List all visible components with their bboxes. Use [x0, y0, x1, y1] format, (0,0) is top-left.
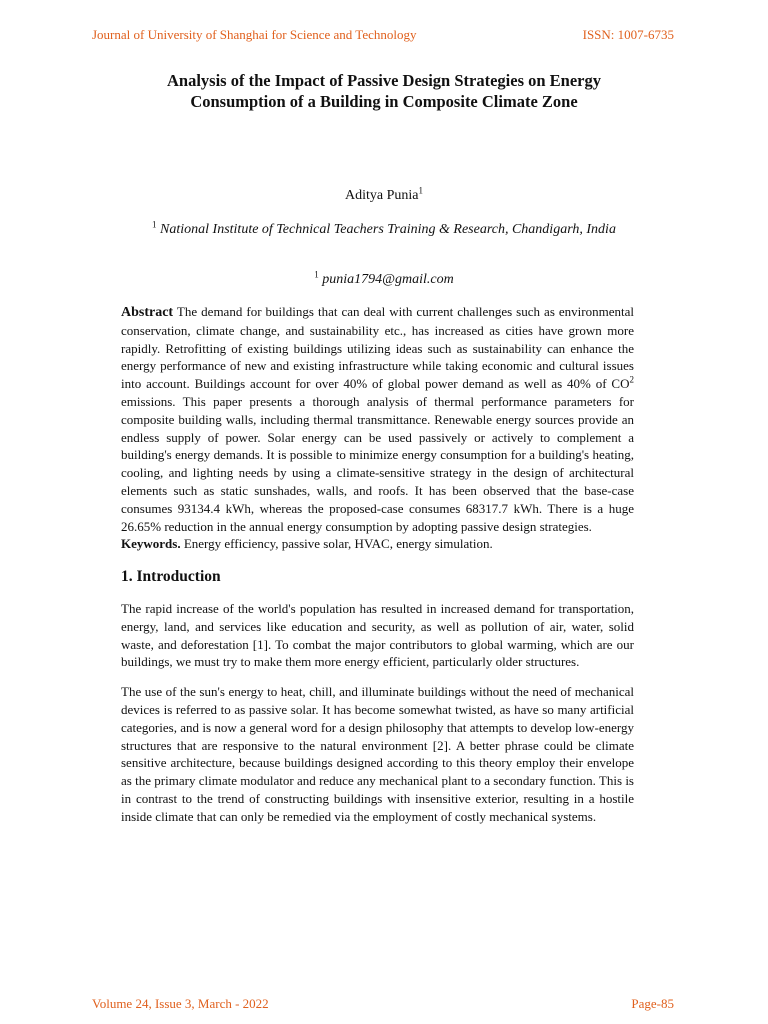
issue-info: Volume 24, Issue 3, March - 2022 — [92, 996, 269, 1011]
page-footer — [92, 996, 674, 1012]
journal-name: Journal of University of Shanghai for Science and Technology — [92, 27, 417, 42]
intro-paragraph-1: The rapid increase of the world's population has resulted in increased demand for transportation, energy, land, and services like education and security, as well as pollution of air, water, solid waste, and deforestation [1]. To combat the major contributors to global warming, which are our buildings, we must try to make them more energy efficient, particularly older structures. — [121, 600, 634, 670]
author-name: Aditya Punia — [345, 188, 419, 203]
issn: ISSN: 1007-6735 — [582, 27, 674, 42]
author-email — [0, 269, 768, 288]
title-line-2: Consumption of a Building in Composite Climate Zone — [190, 92, 578, 111]
email-mark: 1 — [314, 269, 319, 280]
page-number: Page-85 — [631, 996, 674, 1011]
affiliation — [130, 219, 638, 240]
keywords — [121, 535, 634, 553]
keywords-label: Keywords. — [121, 536, 181, 552]
page-header — [92, 27, 674, 43]
section-heading-introduction: 1. Introduction — [121, 568, 221, 586]
author-mark: 1 — [418, 185, 423, 196]
affiliation-text: National Institute of Technical Teachers Training & Research, Chandigarh, India — [160, 222, 616, 237]
keywords-text: Energy efficiency, passive solar, HVAC, energy simulation. — [180, 536, 493, 552]
abstract-heading: Abstract — [121, 305, 174, 320]
affiliation-mark: 1 — [152, 219, 157, 230]
co2-subscript: 2 — [629, 374, 634, 385]
abstract-text-2: emissions. This paper presents a thorough analysis of thermal performance parameters for composite building walls, including thermal transmittance. Renewable energy sources provide an endless supply of power. Solar energy can be used passively or actively to complement a building's energy demands. It is possible to minimize energy consumption for a building's heating, cooling, and lighting needs by using a climate-sensitive strategy in the design of architectural elements such as static sunshades, walls, and roofs. It has been observed that the base-case consumes 93134.4 kWh, whereas the proposed-case consumes 68317.7 kWh. There is a huge 26.65% reduction in the annual energy consumption by adopting passive design strategies. — [121, 393, 634, 534]
intro-paragraph-2: The use of the sun's energy to heat, chill, and illuminate buildings without the need of mechanical devices is referred to as passive solar. It has become somewhat twisted, as have so many artificial categories, and is now a general word for a design philosophy that attempts to develop low-energy structures that are responsive to the natural environment [2]. A better phrase could be climate sensitive architecture, because buildings designed according to this theory employ their envelope as the primary climate modulator and reduce any mechanical plant to a secondary function. This is in contrast to the trend of constructing buildings with insensitive exterior, resulting in a hostile inside climate that can only be remedied via the employment of costly mechanical systems. — [121, 684, 634, 824]
author — [0, 185, 768, 204]
paper-body — [121, 303, 634, 838]
abstract-text-1: The demand for buildings that can deal with current challenges such as environmental conservation, climate change, and sustainability etc., has increased as cities have grown more rapidly. Retrofitting of existing buildings utilizing ideas such as sustainability can enhance the energy performance of new and existing infrastructure while taking economic and cultural issues into account. Buildings account for over 40% of global power demand as well as 40% of CO — [121, 304, 634, 392]
paper-title — [100, 70, 668, 112]
email-text[interactable]: punia1794@gmail.com — [322, 272, 454, 287]
abstract — [121, 303, 634, 535]
title-line-1: Analysis of the Impact of Passive Design Strategies on Energy — [166, 71, 602, 90]
